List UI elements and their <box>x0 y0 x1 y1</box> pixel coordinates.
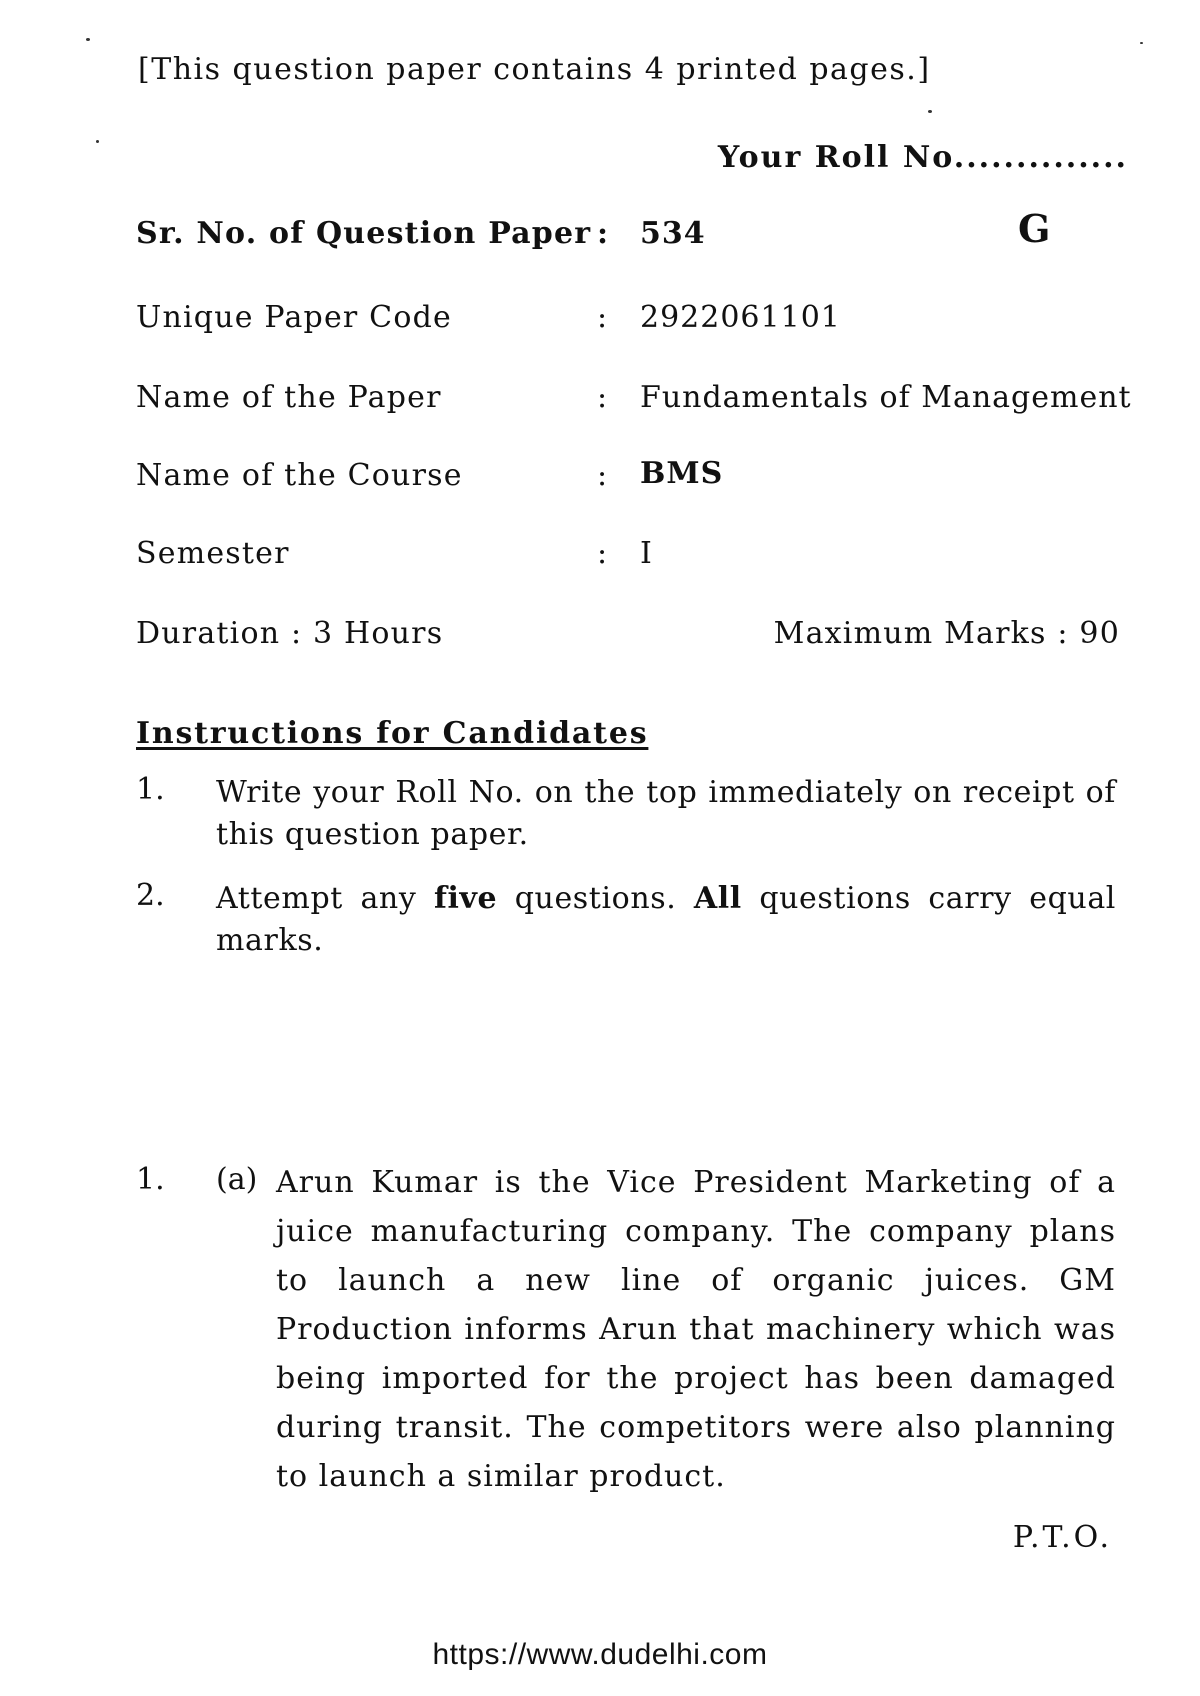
serial-number-colon: : <box>597 216 609 251</box>
instruction-text-part: questions. <box>497 881 694 916</box>
semester-colon: : <box>597 536 608 571</box>
roll-number-line: Your Roll No.............. <box>717 140 1128 175</box>
paper-name-colon: : <box>597 380 608 415</box>
footer-website-url: https://www.dudelhi.com <box>432 1638 768 1671</box>
paper-code-value: 2922061101 <box>640 300 841 335</box>
question-number: 1. <box>136 1162 165 1197</box>
course-name-label: Name of the Course <box>136 458 463 493</box>
serial-number-label: Sr. No. of Question Paper <box>136 216 592 251</box>
instruction-number: 2. <box>136 878 165 913</box>
paper-name-value: Fundamentals of Management <box>640 380 1132 415</box>
instruction-text <box>216 878 1116 962</box>
duration-text: Duration : 3 Hours <box>136 616 444 651</box>
semester-value: I <box>640 536 653 571</box>
paper-code-label: Unique Paper Code <box>136 300 452 335</box>
instruction-text: Write your Roll No. on the top immediately on receipt of this question paper. <box>216 775 1116 852</box>
instruction-number: 1. <box>136 772 165 807</box>
scan-speck <box>86 38 90 41</box>
question-part-label: (a) <box>216 1162 258 1197</box>
please-turn-over: P.T.O. <box>1012 1520 1112 1555</box>
paper-set-letter: G <box>1018 206 1051 251</box>
instruction-emphasis: five <box>433 881 498 916</box>
instruction-text-part: questions carry equal marks. <box>216 881 1116 958</box>
scan-speck <box>1140 42 1143 44</box>
question-text: Arun Kumar is the Vice President Marketing of a juice manufacturing company. The company plans to launch a new line of organic juices. GM Production informs Arun that machinery which was being imported for the project has been damaged during transit. The competitors were also planning to launch a similar product. <box>276 1165 1116 1494</box>
page-count-note: [This question paper contains 4 printed pages.] <box>138 52 931 87</box>
scan-speck <box>96 140 99 143</box>
serial-number-value: 534 <box>640 216 706 251</box>
instructions-heading: Instructions for Candidates <box>136 716 649 751</box>
scan-speck <box>928 110 932 113</box>
course-name-colon: : <box>597 458 608 493</box>
paper-code-colon: : <box>597 300 608 335</box>
course-name-value: BMS <box>640 456 724 491</box>
instruction-text-part: Attempt any <box>216 881 434 916</box>
maximum-marks-text: Maximum Marks : 90 <box>773 616 1120 651</box>
instruction-emphasis: All <box>693 881 742 916</box>
semester-label: Semester <box>136 536 290 571</box>
paper-name-label: Name of the Paper <box>136 380 442 415</box>
